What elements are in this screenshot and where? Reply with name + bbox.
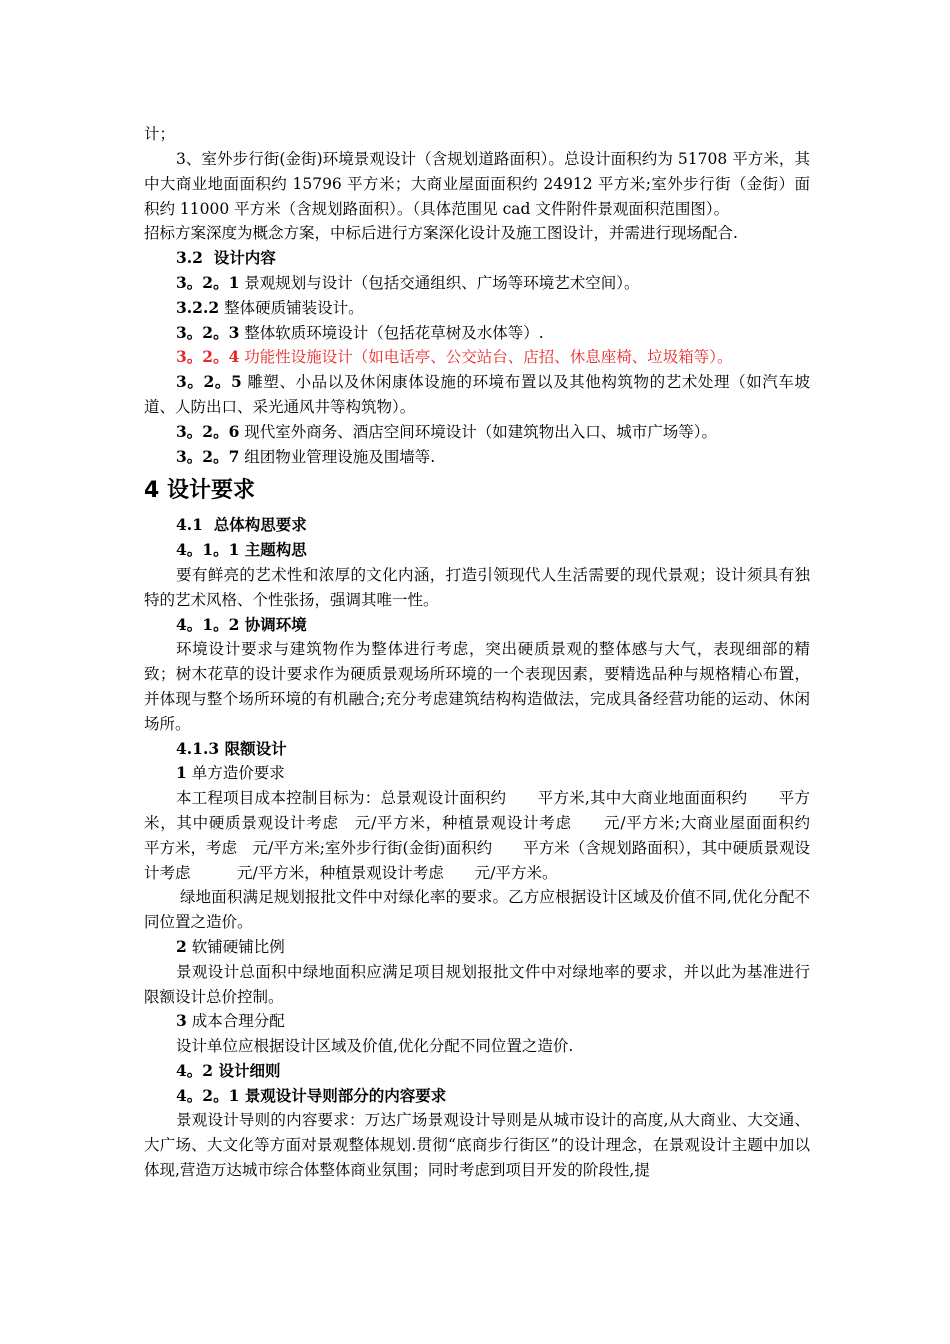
section-number: 4。1。2	[176, 614, 240, 634]
item-3-2-2	[144, 296, 810, 321]
item-3-2-5	[144, 370, 810, 420]
section-title: 主题构思	[244, 540, 307, 560]
item-text: 整体软质环境设计（包括花草树及水体等）.	[244, 323, 544, 342]
section-number: 4。1。1	[176, 540, 240, 560]
paragraph-cost-target: 本工程项目成本控制目标为：总景观设计面积约 平方米,其中大商业地面面积约 平方米，其中硬质景观设计考虑 元/平方米，种植景观设计考虑 元/平方米;大商业屋面面积约 平方米，考虑 元/平方米;室外步行街(金街)面积约 平方米（含规划路面积），其中硬质景观设计考虑 元/平方米，种植景观设计考虑 元/平方米。	[144, 789, 857, 882]
item-text: 功能性设施设计（如电话亭、公交站台、店招、休息座椅、垃圾箱等）。	[244, 348, 733, 367]
item-number: 3	[176, 1011, 187, 1031]
paragraph-green-area: 绿地面积满足规划报批文件中对绿化率的要求。乙方应根据设计区域及价值不同,优化分配不同位置之造价。	[144, 888, 810, 932]
item-text: 现代室外商务、酒店空间环境设计（如建筑物出入口、城市广场等）。	[244, 422, 718, 441]
item-text: 雕塑、小品以及休闲康体设施的环境布置以及其他构筑物的艺术处理（如汽车坡道、人防出口、采光通风井等构筑物）。	[144, 373, 810, 416]
heading-4-2-1	[144, 1084, 810, 1109]
item-text: 成本合理分配	[191, 1012, 285, 1031]
paragraph-outdoor-street: 3、室外步行街(金街)环境景观设计（含规划道路面积）。总设计面积约为 51708 平方米，其中大商业地面面积约 15796 平方米；大商业屋面面积约 24912 平方米;室外步行街（金街）面积约 11000 平方米（含规划路面积）。（具体范围见 cad 文件附件景观面积范围图）。	[144, 150, 810, 218]
section-title: 设计内容	[213, 248, 276, 268]
heading-4-1-3	[144, 737, 810, 762]
section-title: 限额设计	[224, 738, 287, 758]
heading-4-1	[144, 513, 810, 538]
paragraph-bid-depth: 招标方案深度为概念方案，中标后进行方案深化设计及施工图设计，并需进行现场配合.	[144, 224, 738, 243]
item-number: 1	[176, 763, 187, 783]
heading-4-design-requirements: 4 设计要求	[144, 478, 255, 504]
paragraph-theme-concept: 要有鲜亮的艺术性和浓厚的文化内涵，打造引领现代人生活需要的现代景观；设计须具有独特的艺术风格、个性张扬，强调其唯一性。	[144, 565, 810, 609]
item-number: 3。2。7	[176, 446, 240, 466]
item-number: 3.2.2	[176, 297, 220, 317]
item-number: 2	[176, 936, 187, 956]
document-page	[144, 122, 857, 1183]
item-number: 3。2。4	[176, 347, 240, 367]
paragraph-allocation: 设计单位应根据设计区域及价值,优化分配不同位置之造价.	[176, 1037, 574, 1056]
section-number: 4。2	[176, 1060, 214, 1080]
heading-4-1-2	[144, 613, 810, 638]
item-number: 3。2。6	[176, 421, 240, 441]
item-number: 3。2。3	[176, 322, 240, 342]
item-number: 3。2。1	[176, 272, 240, 292]
item-text: 整体硬质铺装设计。	[224, 298, 364, 317]
paragraph-coordinate-environment: 环境设计要求与建筑物作为整体进行考虑，突出硬质景观的整体感与大气，表现细部的精致；树木花草的设计要求作为硬质景观场所环境的一个表现因素，要精选品种与规格精心布置，并体现与整个场所环境的有机融合;充分考虑建筑结构构造做法，完成具备经营功能的运动、休闲场所。	[144, 640, 810, 733]
section-number: 4.1.3	[176, 738, 220, 758]
item-3-2-3	[144, 321, 810, 346]
section-title: 设计细则	[218, 1060, 281, 1080]
item-3-2-6	[144, 420, 810, 445]
text-line: 计；	[144, 125, 176, 143]
section-number: 4.1	[176, 515, 203, 535]
heading-3-2	[144, 246, 810, 271]
section-number: 3.2	[176, 248, 203, 268]
item-text: 景观规划与设计（包括交通组织、广场等环境艺术空间）。	[244, 273, 640, 292]
heading-4-1-1	[144, 538, 810, 563]
paragraph-guideline-content: 景观设计导则的内容要求：万达广场景观设计导则是从城市设计的高度,从大商业、大交通、大广场、大文化等方面对景观整体规划.贯彻“底商步行街区”的设计理念，在景观设计主题中加以体现,营造万达城市综合体整体商业氛围；同时考虑到项目开发的阶段性,提	[144, 1111, 810, 1180]
item-3-2-7	[144, 445, 810, 470]
item-1-unit-cost	[144, 761, 810, 786]
item-text: 组团物业管理设施及围墙等.	[244, 447, 436, 466]
item-text: 软铺硬铺比例	[191, 937, 285, 956]
paragraph-green-ratio: 景观设计总面积中绿地面积应满足项目规划报批文件中对绿地率的要求，并以此为基准进行限额设计总价控制。	[144, 962, 810, 1006]
section-title: 总体构思要求	[213, 515, 307, 535]
item-3-2-1	[144, 271, 810, 296]
item-3-cost-allocation	[144, 1009, 810, 1034]
item-2-soft-hard-ratio	[144, 935, 810, 960]
item-text: 单方造价要求	[191, 764, 285, 783]
section-title: 景观设计导则部分的内容要求	[244, 1085, 447, 1105]
item-number: 3。2。5	[176, 372, 242, 392]
item-3-2-4-highlighted	[144, 345, 810, 370]
heading-4-2	[144, 1059, 810, 1084]
section-title: 协调环境	[244, 614, 307, 634]
section-number: 4。2。1	[176, 1085, 240, 1105]
